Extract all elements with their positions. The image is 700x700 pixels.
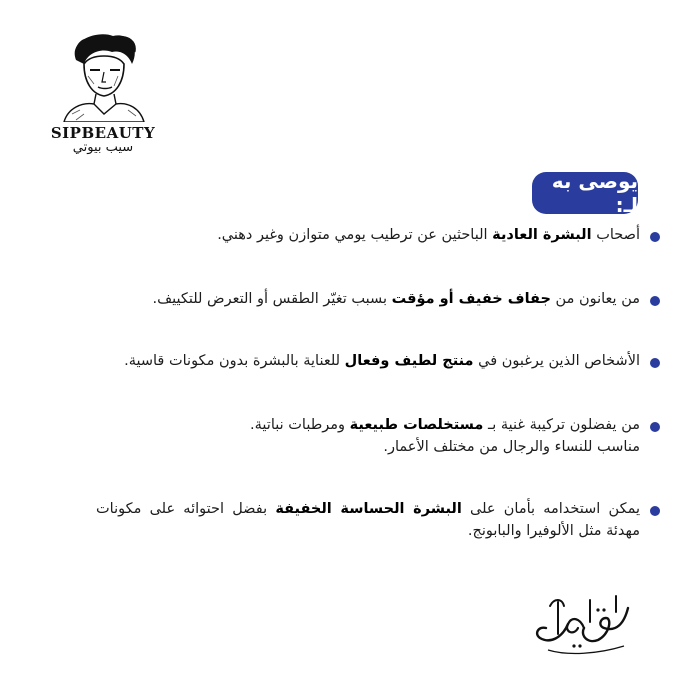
item-text-post: بفضل احتوائه على مكونات مهدئة مثل الألوفيرا والبابونج. (96, 501, 640, 539)
list-item (96, 498, 660, 542)
item-text-bold: البشرة الحساسة الخفيفة (275, 501, 462, 517)
portrait-illustration (58, 30, 148, 122)
bullet-icon (650, 296, 660, 306)
item-text-pre: الأشخاص الذين يرغبون في (473, 353, 640, 369)
badge-label: يوصى به لـ: (551, 169, 638, 217)
item-text-bold: منتج لطيف وفعال (344, 353, 474, 369)
brand-logo (48, 30, 158, 170)
item-text-post: للعناية بالبشرة بدون مكونات قاسية. (124, 353, 345, 369)
bullet-icon (650, 422, 660, 432)
item-text-pre: أصحاب (591, 227, 640, 243)
item-text-pre: من يفضلون تركيبة غنية بـ (483, 417, 640, 433)
item-text-post: ومرطبات نباتية. (250, 417, 350, 433)
item-text-bold: جفاف خفيف أو مؤقت (391, 291, 551, 307)
brand-name-ar: سيب بيوتي (72, 140, 134, 155)
item-text-bold: البشرة العادية (492, 227, 592, 243)
item-text-pre: يمكن استخدامه بأمان على (461, 501, 640, 517)
item-extra-line: مناسب للنساء والرجال من مختلف الأعمار. (383, 439, 640, 455)
brand-name-en: SIPBEAUTY (50, 124, 156, 142)
calligraphy-signature-logo (528, 588, 638, 660)
recommended-for-badge (532, 169, 638, 217)
item-text-post: الباحثين عن ترطيب يومي متوازن وغير دهني. (217, 227, 493, 243)
item-text-bold: مستخلصات طبيعية (349, 417, 484, 433)
list-item (96, 350, 660, 372)
bullet-icon (650, 358, 660, 368)
list-item (96, 288, 660, 310)
item-text-post: بسبب تغيّر الطقس أو التعرض للتكييف. (152, 291, 392, 307)
bullet-icon (650, 506, 660, 516)
list-item (96, 414, 660, 458)
list-item (96, 224, 660, 246)
item-text-pre: من يعانون من (550, 291, 640, 307)
bullet-icon (650, 232, 660, 242)
